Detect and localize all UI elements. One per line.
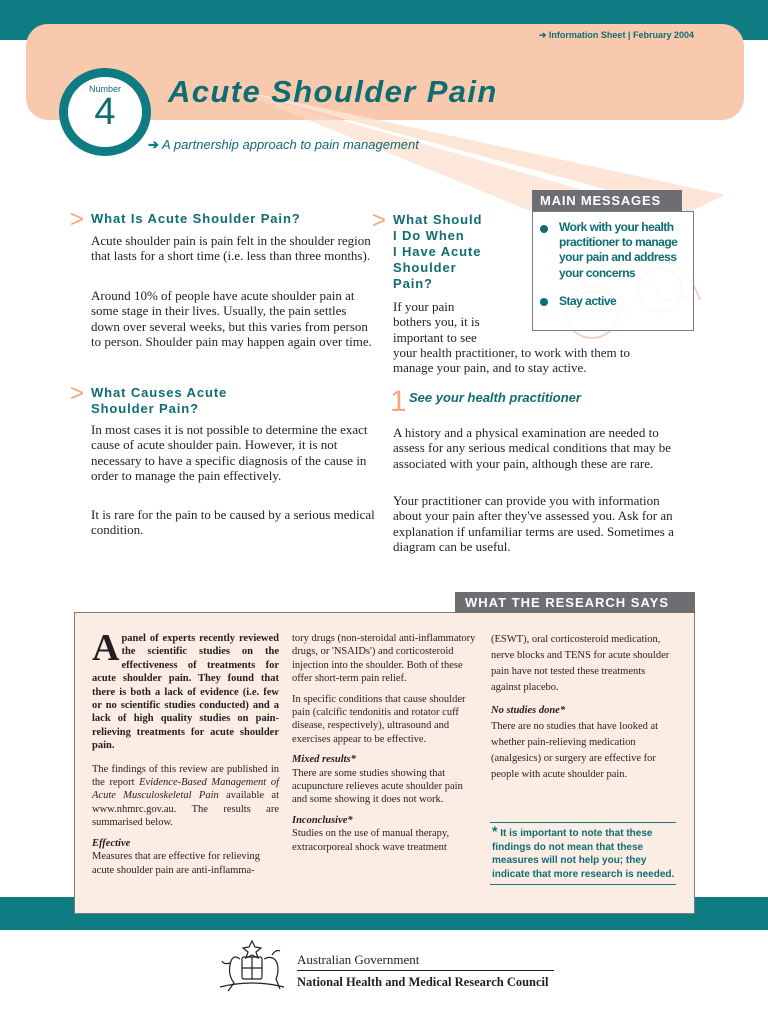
research-column-2 <box>292 632 478 854</box>
arrow-right-icon: ➔ <box>148 137 159 152</box>
inconclusive-text: Studies on the use of manual therapy, extracorporeal shock wave treatment <box>292 828 450 853</box>
mixed-text: There are some studies showing that acupuncture relieves acute shoulder pain and some showing it does not work. <box>292 767 463 806</box>
research-label: WHAT THE RESEARCH SAYS <box>455 592 695 613</box>
info-sheet-date: ➔ Information Sheet | February 2004 <box>538 30 694 40</box>
note-text: It is important to note that these findings do not mean that these measures will not help you; they indicate that more research is needed. <box>492 828 675 880</box>
coat-of-arms-icon <box>214 935 290 995</box>
sheet-number-badge <box>59 68 151 156</box>
chevron-right-icon: > <box>70 206 85 233</box>
heading-line: I Have Acute <box>393 244 482 259</box>
research-column-1 <box>92 627 279 877</box>
bullet-icon <box>540 298 548 306</box>
heading-what-is: What Is Acute Shoulder Pain? <box>91 211 301 226</box>
bullet-icon <box>540 225 548 233</box>
findings-text-b: available at www.nhmrc.gov.au. The results are summarised below. <box>92 790 279 829</box>
main-message-item: Stay active <box>559 294 617 308</box>
government-name: Australian Government <box>297 952 420 967</box>
heading-line: I Do When <box>393 228 465 243</box>
number-value: 4 <box>94 91 116 133</box>
para-what-causes-2: It is rare for the pain to be caused by a serious medical condition. <box>91 507 375 538</box>
col2-para-1: tory drugs (non-steroidal anti-inflammatory drugs, or 'NSAIDs') and corticosteroid injection into the shoulder. Both of these offer short-term pain relief. <box>292 633 476 685</box>
government-divider <box>297 970 554 971</box>
heading-line: Shoulder Pain? <box>91 401 199 416</box>
chevron-right-icon: > <box>70 380 85 407</box>
nostudies-text: There are no studies that have looked at whether pain-relieving medication (analgesics) or surgery are effective for people with acute shoulder pain. <box>491 721 659 780</box>
intro-rest: your health practitioner, to work with them to manage your pain, and to stay active. <box>393 344 631 376</box>
main-message-item: Work with your health practitioner to manage your pain and address your concerns <box>559 220 678 280</box>
heading-line: Shoulder <box>393 260 457 275</box>
col2-para-2: In specific conditions that cause shoulder pain (calcific tendonitis and rotator cuff disease, respectively), ultrasound and exercises appear to be effective. <box>292 693 466 745</box>
heading-line: Pain? <box>393 276 433 291</box>
note-divider-bottom <box>490 884 676 885</box>
page-subtitle <box>148 137 419 153</box>
number-label: Number <box>88 84 121 94</box>
intro-line: bothers you, it is <box>393 314 480 330</box>
chevron-right-icon: > <box>372 207 387 234</box>
heading-line: What Should <box>393 212 483 227</box>
nostudies-label: No studies done* <box>491 705 566 716</box>
para-step-1: A history and a physical examination are needed to assess for any serious medical conditions that may be associated with your pain, although these are rare. <box>393 425 671 471</box>
col3-para-1: (ESWT), oral corticosteroid medication, nerve blocks and TENS for acute shoulder pain have not tested these treatments against placebo. <box>491 634 670 693</box>
intro-line: important to see <box>393 329 477 345</box>
heading-what-should <box>393 212 482 292</box>
report-title: Evidence-Based Management of Acute Musculoskeletal Pain <box>92 777 279 802</box>
research-note <box>492 825 678 881</box>
intro-line: If your pain <box>393 299 455 314</box>
step-number: 1 <box>390 385 407 418</box>
para-what-is-2: Around 10% of people have acute shoulder pain at some stage in their lives. Usually, the pain settles down over several weeks, but this varies from person to person. Shoulder pain may happen again over time. <box>91 288 372 349</box>
findings-text-a: The findings of this review are published in the report <box>92 763 279 789</box>
subtitle-text: A partnership approach to pain management <box>162 137 419 152</box>
mixed-label: Mixed results* <box>292 754 356 766</box>
council-name: National Health and Medical Research Council <box>297 975 549 989</box>
heading-line: What Causes Acute <box>91 385 228 400</box>
drop-cap: A <box>92 627 120 669</box>
para-what-causes-1: In most cases it is not possible to determine the exact cause of acute shoulder pain. However, it is not necessary to have a specific diagnosis of the cause in order to manage the pain effectively. <box>91 422 368 483</box>
step-title: See your health practitioner <box>409 390 581 405</box>
effective-label: Effective <box>92 837 131 849</box>
page-title: Acute Shoulder Pain <box>168 74 498 109</box>
para-what-is-1: Acute shoulder pain is pain felt in the shoulder region that lasts for a short time (i.e. less than three months). <box>91 233 371 264</box>
note-divider-top <box>490 822 676 823</box>
research-intro: panel of experts recently reviewed the scientific studies on the effectiveness of treatments for acute shoulder pain. They found that there is both a lack of evidence (i.e. few or no scientific studies conducted) and a lack of high quality studies on pain-relieving treatments for acute shoulder pain. <box>92 633 279 752</box>
main-messages-label: MAIN MESSAGES <box>532 190 682 211</box>
research-column-3 <box>491 632 677 783</box>
effective-text: Measures that are effective for relieving acute shoulder pain are anti-inflamma- <box>92 851 261 876</box>
inconclusive-label: Inconclusive* <box>292 814 353 826</box>
asterisk-icon: * <box>492 823 498 839</box>
para-step-2: Your practitioner can provide you with information about your pain after they've assessed you. Ask for an explanation if unfamiliar terms are used. Sometimes a diagram can be useful. <box>393 493 674 554</box>
heading-what-causes <box>91 385 227 417</box>
